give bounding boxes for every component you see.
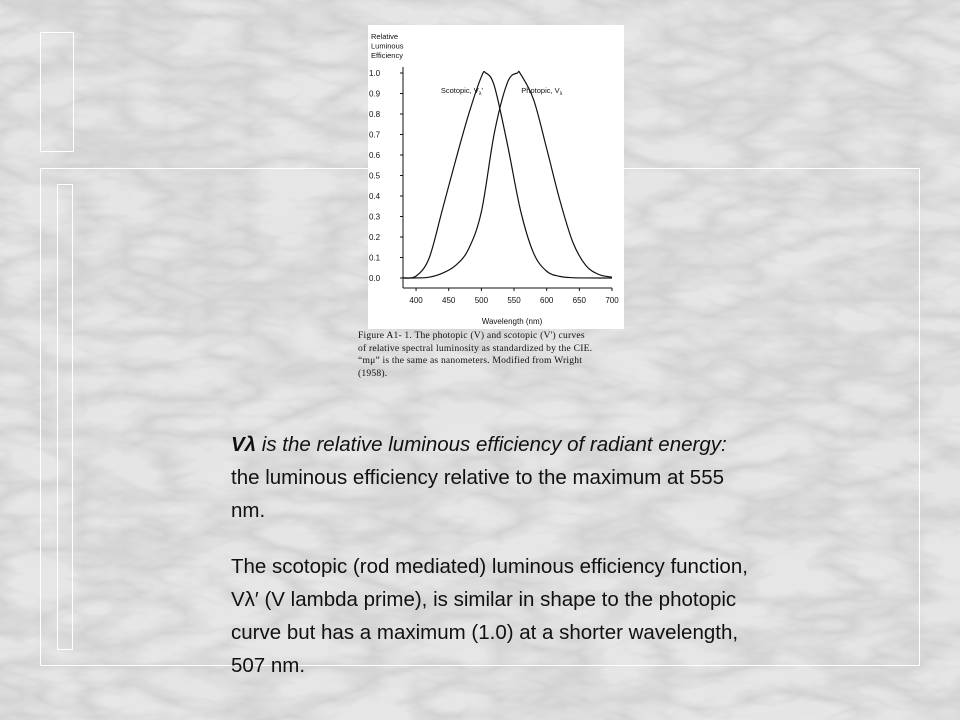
p2-line-2: Vλ′ (V lambda prime), is similar in shape to the photopic <box>231 588 737 611</box>
caption-line-3: “mμ” is the same as nanometers. Modified from Wright <box>358 355 583 366</box>
series-labels <box>441 86 563 97</box>
caption-line-2: of relative spectral luminosity as standardized by the CIE. <box>358 342 593 354</box>
x-ticks <box>409 288 619 305</box>
y-tick-label: 0.7 <box>369 130 381 140</box>
y-tick-label: 0.9 <box>369 89 381 99</box>
p2-line-3: curve but has a maximum (1.0) at a shorter wavelength, <box>231 621 739 644</box>
y-tick-label: 0.8 <box>369 110 381 119</box>
chart-axes <box>403 67 612 288</box>
p2-line-4: 507 nm. <box>231 654 306 677</box>
y-tick-label: 0.1 <box>369 253 381 263</box>
caption-line-1: Figure A1- 1. The photopic (V) and scotopic (V') curves <box>358 330 585 341</box>
frame-top-left-bar <box>40 32 74 152</box>
chart-curves <box>403 71 612 278</box>
y-label-line: Relative <box>371 32 399 41</box>
p1-line-2: the luminous efficiency relative to the maximum at 555 <box>231 466 725 489</box>
luminosity-chart <box>368 25 624 329</box>
scotopic-label: Scotopic, $V_\lambda'$ <box>440 86 483 97</box>
x-tick-label: 400 <box>409 296 423 305</box>
paragraph-photopic <box>231 428 791 527</box>
x-tick-label: 550 <box>507 296 521 305</box>
x-tick-label: 450 <box>442 296 456 305</box>
caption-line-4: (1958). <box>358 367 388 379</box>
y-tick-label: 0.4 <box>369 192 381 201</box>
scotopic-curve <box>403 72 612 279</box>
p1-line-1 <box>231 428 791 461</box>
frame-left-bar <box>57 184 73 650</box>
p2-line-1: The scotopic (rod mediated) luminous efficiency function, <box>231 555 748 578</box>
y-label-line: Efficiency <box>371 51 403 60</box>
y-tick-label: 0.5 <box>369 171 381 181</box>
y-tick-label: 0.3 <box>369 212 381 222</box>
y-tick-label: 0.0 <box>369 274 381 283</box>
x-tick-label: 600 <box>540 296 554 305</box>
y-ticks <box>369 69 403 283</box>
x-tick-label: 650 <box>572 296 587 305</box>
y-tick-label: 1.0 <box>369 69 381 78</box>
figure-caption <box>358 330 640 380</box>
p1-rest: is the relative luminous efficiency of radiant energy: <box>256 433 727 456</box>
y-label-line: Luminous <box>371 41 404 51</box>
x-tick-label: 700 <box>605 296 619 305</box>
y-axis-label <box>371 32 404 60</box>
y-tick-label: 0.6 <box>369 151 381 160</box>
paragraph-scotopic <box>231 550 791 682</box>
chart-svg <box>368 25 624 329</box>
p1-line-3: nm. <box>231 499 266 522</box>
x-tick-label: 500 <box>474 296 489 305</box>
x-axis-label: Wavelength (nm) <box>481 317 543 326</box>
photopic-label: Photopic, $V_\lambda$ <box>521 86 563 97</box>
photopic-curve <box>403 71 612 278</box>
v-lambda-symbol: Vλ <box>231 433 257 456</box>
y-tick-label: 0.2 <box>369 233 381 242</box>
